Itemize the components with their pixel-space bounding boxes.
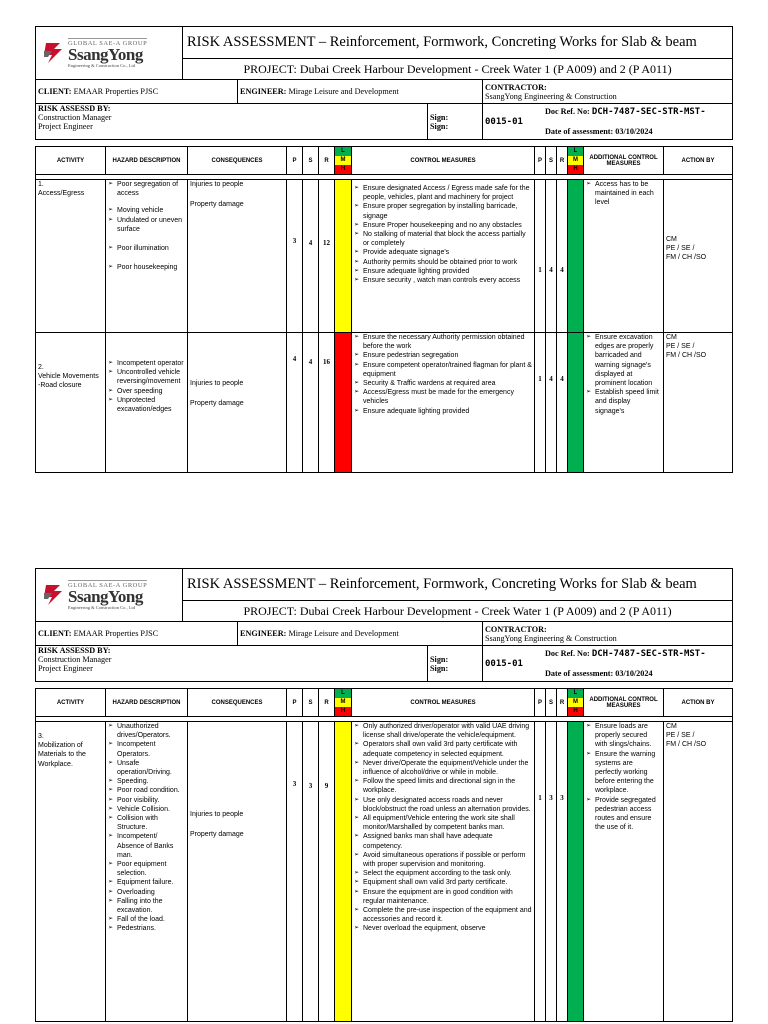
activity-cell: 1. Access/Egress [36,180,106,333]
header-table [35,568,733,682]
risk-table-2 [35,688,733,1022]
additional-cell: ➢ Ensure excavation edges are properly barricaded and warning signage's displayed at prominent location ➢ Establish speed limit and display signage's [584,333,664,473]
action-by-cell: CM PE / SE / FM / CH /SO [664,180,733,333]
page-1 [35,26,732,473]
logo-name-text: SsangYong [68,45,143,64]
hazard-cell: ➢ Poor segregation of access ➢ Moving vehicle ➢ Undulated or uneven surface ➢ Poor illumination ➢ Poor housekeeping [106,180,188,333]
probability: 3 [287,722,303,1022]
risk-rating: 12 [319,180,335,333]
severity: 4 [303,180,319,333]
risk-rating: 16 [319,333,335,473]
project-title: PROJECT: Dubai Creek Harbour Development - Creek Water 1 (P A009) and 2 (P A011) [183,601,733,622]
activity-cell: 2. Vehicle Movements -Road closure [36,333,106,473]
risk-row-1 [36,180,733,333]
logo-group-text: GLOBAL SAE-A GROUP [68,40,148,47]
risk-row-3 [36,722,733,1022]
consequence-cell: Injuries to people Property damage [188,180,287,333]
hazard-cell: ➢ Unauthorized drives/Operators. ➢ Incompetent Operators. ➢ Unsafe operation/Driving. ➢ Speeding. ➢ Poor road condition. ➢ Poor visibility. ➢ Vehicle Collision. ➢ Collision with Structure. ➢ Incompetent/ Absence of Banks man. ➢ Poor equipment selection. ➢ Equipment failure. ➢ Overloading ➢ Falling into the excavation. ➢ Fall of the load. ➢ Pedestrians. [106,722,188,1022]
activity-cell: 3. Mobilization of Materials to the Workplace. [36,722,106,1022]
control-cell: ➢ Only authorized driver/operator with valid UAE driving license shall drive/operate the vehicle/equipment. ➢ Operators shall own valid 3rd party certificate with adequate competency in selected equipment. ➢ Never drive/Operate the equipment/Vehicle under the influence of alcohol/drive or while in mobile. ➢ Follow the speed limits and directional sign in the workplace. ➢ Use only designated access roads and never block/obstruct the road unless an alternation provides. ➢ All equipment/Vehicle entering the work site shall monitor/Marshalled by competent banks man. ➢ Assigned banks man shall have adequate competency. ➢ Avoid simultaneous operations if possible or perform with proper supervision and monitoring. ➢ Select the equipment according to the task only. ➢ Equipment shall own valid 3rd party certificate. ➢ Ensure the equipment are in good condition with regular maintenance. ➢ Complete the pre-use inspection of the equipment and accessories and record it. ➢ Never overload the equipment, observe [352,722,535,1022]
risk-rating: 9 [319,722,335,1022]
company-logo [36,27,183,80]
header-table [35,26,733,140]
ssangyong-logo-icon [42,583,64,607]
risk-level-low [568,180,584,333]
risk-level-low [568,722,584,1022]
severity: 4 [303,333,319,473]
column-header-row: ACTIVITY HAZARD DESCRIPTION CONSEQUENCES P S R L M H CONTROL MEASURES P S R L M H ADDITIONAL CONTROL MEASURES ACTION BY [36,689,733,717]
column-header-row: ACTIVITY HAZARD DESCRIPTION CONSEQUENCES P S R L M H CONTROL MEASURES P S R L M H ADDITIONAL CONTROL MEASURES ACTION BY [36,147,733,175]
additional-cell: ➢ Ensure loads are properly secured with slings/chains. ➢ Ensure the warning systems are perfectly working before entering the workplace. ➢ Provide segregated pedestrian access routes and ensure the use of it. [584,722,664,1022]
control-cell: ➢ Ensure designated Access / Egress made safe for the people, vehicles, plant and machinery for project ➢ Ensure proper segregation by installing barricade, signage ➢ Ensure Proper housekeeping and no any obstacles ➢ No stalking of material that block the access partially or completely ➢ Provide adequate signage's ➢ Authority permits should be obtained prior to work ➢ Ensure adequate lighting provided ➢ Ensure security , watch man controls every access [352,180,535,333]
residual-probability: 1 [535,180,546,333]
logo-group-text: GLOBAL SAE-A GROUP [68,582,148,589]
risk-level-low [568,333,584,473]
residual-severity: 4 [546,180,557,333]
residual-probability: 1 [535,722,546,1022]
ssangyong-logo-icon [42,41,64,65]
logo-sub-text: Engineering & Construction Co., Ltd [68,63,135,68]
residual-rating: 4 [557,333,568,473]
additional-cell: ➢ Access has to be maintained in each level [584,180,664,333]
client-cell: CLIENT: EMAAR Properties PJSC [36,622,238,646]
action-by-cell: CM PE / SE / FM / CH /SO [664,333,733,473]
contractor-cell: CONTRACTOR: SsangYong Engineering & Construction [483,622,733,646]
logo-name-text: SsangYong [68,587,143,606]
engineer-cell: ENGINEER: Mirage Leisure and Development [238,80,483,104]
company-logo [36,569,183,622]
severity: 3 [303,722,319,1022]
document-title: RISK ASSESSMENT – Reinforcement, Formwork, Concreting Works for Slab & beam [183,569,733,601]
risk-level-high [335,333,352,473]
risk-level-medium [335,722,352,1022]
assessed-by-cell: RISK ASSESSD BY: Construction Manager Project Engineer [36,104,428,140]
engineer-cell: ENGINEER: Mirage Leisure and Development [238,622,483,646]
risk-level-medium [335,180,352,333]
consequence-cell: Injuries to people Property damage [188,333,287,473]
assessed-by-cell: RISK ASSESSD BY: Construction Manager Project Engineer [36,646,428,682]
contractor-cell: CONTRACTOR: SsangYong Engineering & Construction [483,80,733,104]
residual-rating: 3 [557,722,568,1022]
doc-ref-cell: Doc Ref. No: DCH-7487-SEC-STR-MST-0015-01 Date of assessment: 03/10/2024 [483,104,733,140]
probability: 4 [287,333,303,473]
sign-cell: Sign: Sign: [428,104,483,140]
control-cell: ➢ Ensure the necessary Authority permission obtained before the work ➢ Ensure pedestrian segregation ➢ Ensure competent operator/trained flagman for plant & equipment ➢ Security & Traffic wardens at required area ➢ Access/Egress must be made for the emergency vehicles ➢ Ensure adequate lighting provided [352,333,535,473]
project-title: PROJECT: Dubai Creek Harbour Development - Creek Water 1 (P A009) and 2 (P A011) [183,59,733,80]
risk-table-1 [35,146,733,473]
action-by-cell: CM PE / SE / FM / CH /SO [664,722,733,1022]
consequence-cell: Injuries to people Property damage [188,722,287,1022]
residual-severity: 4 [546,333,557,473]
risk-row-2 [36,333,733,473]
residual-rating: 4 [557,180,568,333]
residual-probability: 1 [535,333,546,473]
client-cell: CLIENT: EMAAR Properties PJSC [36,80,238,104]
page-2 [35,568,732,1022]
doc-ref-cell: Doc Ref. No: DCH-7487-SEC-STR-MST-0015-01 Date of assessment: 03/10/2024 [483,646,733,682]
document-title: RISK ASSESSMENT – Reinforcement, Formwork, Concreting Works for Slab & beam [183,27,733,59]
hazard-cell: ➢ Incompetent operator ➢ Uncontrolled vehicle reversing/movement ➢ Over speeding ➢ Unprotected excavation/edges [106,333,188,473]
residual-severity: 3 [546,722,557,1022]
probability: 3 [287,180,303,333]
logo-sub-text: Engineering & Construction Co., Ltd [68,605,135,610]
sign-cell: Sign: Sign: [428,646,483,682]
